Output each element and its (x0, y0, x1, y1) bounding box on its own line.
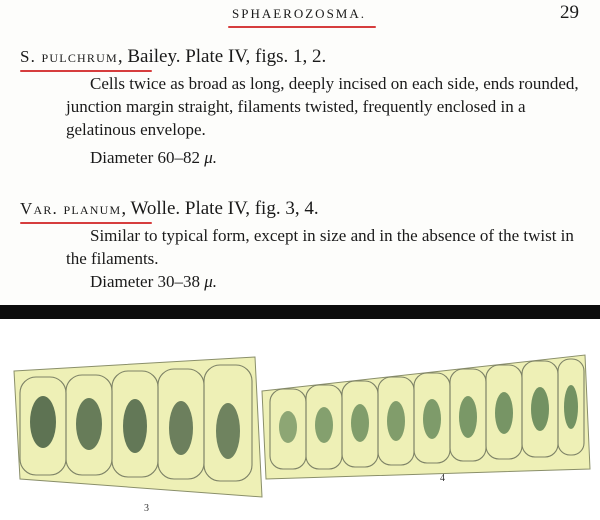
species-description: Cells twice as broad as long, deeply incised on each side, ends rounded, junction margin straight, filaments twisted, frequently enclosed in a gelatinous envelope. (66, 74, 579, 139)
page-number: 29 (560, 2, 579, 23)
running-title: SPHAEROZOSMA. (232, 6, 366, 21)
authority-plate: , Wolle. Plate IV, fig. 3, 4. (121, 198, 319, 219)
title-underline (228, 26, 376, 28)
plate-figure (0, 319, 600, 520)
species-name: S. pulchrum (20, 47, 118, 66)
unit-symbol: μ. (204, 272, 218, 291)
diameter-line: Diameter 60–82 μ. (90, 148, 218, 167)
diameter-line: Diameter 30–38 μ. (90, 272, 218, 291)
figure-label-3: 3 (144, 503, 149, 514)
entry-heading (20, 46, 326, 68)
species-description: Similar to typical form, except in size and in the absence of the twist in the filaments. (66, 226, 574, 268)
filament-figure-4 (262, 355, 590, 479)
entry-heading (20, 198, 319, 220)
filament-figure-3 (14, 357, 262, 497)
authority-plate: , Bailey. Plate IV, figs. 1, 2. (117, 46, 327, 67)
filament-illustration (0, 319, 600, 520)
species-name: Var. planum (20, 199, 122, 218)
unit-symbol: μ. (204, 148, 218, 167)
section-divider (0, 305, 600, 319)
figure-label-4: 4 (440, 473, 445, 484)
